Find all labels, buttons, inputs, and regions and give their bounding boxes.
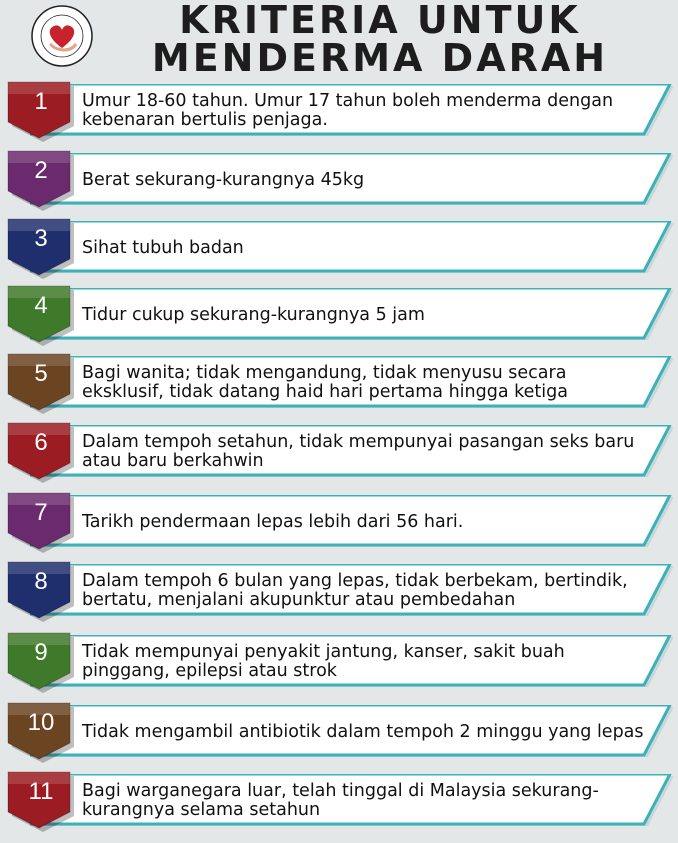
item-number: 1 <box>34 88 48 115</box>
number-badge <box>6 80 76 142</box>
list-item <box>0 84 678 138</box>
list-item <box>0 288 678 342</box>
item-text: Tarikh pendermaan lepas lebih dari 56 hari. <box>82 511 464 532</box>
item-number: 3 <box>34 225 48 252</box>
number-badge <box>6 421 76 483</box>
heart-hands-icon <box>30 4 94 68</box>
item-number: 9 <box>34 639 48 666</box>
item-number: 2 <box>34 157 48 184</box>
item-text: Bagi wanita; tidak mengandung, tidak menyusu secara eksklusif, tidak datang haid hari pertama hingga ketiga <box>82 363 568 402</box>
item-text: Umur 18-60 tahun. Umur 17 tahun boleh menderma dengan kebenaran bertulis penjaga. <box>82 91 614 130</box>
item-text: Tidak mengambil antibiotik dalam tempoh 2 minggu yang lepas <box>82 721 644 742</box>
list-item <box>0 356 678 410</box>
list-item <box>0 705 678 759</box>
item-number: 4 <box>34 292 48 319</box>
list-item <box>0 635 678 689</box>
list-item <box>0 774 678 828</box>
item-number: 8 <box>34 568 48 595</box>
number-badge <box>6 217 76 279</box>
page-title-line1: KRITERIA UNTUK <box>179 0 581 42</box>
item-number: 6 <box>34 429 48 456</box>
item-number: 7 <box>34 499 48 526</box>
list-item <box>0 495 678 549</box>
item-number: 11 <box>28 778 54 805</box>
item-text: Dalam tempoh 6 bulan yang lepas, tidak berbekam, bertindik, bertatu, menjalani akupunktur atau pembedahan <box>82 571 628 610</box>
list-item <box>0 153 678 207</box>
item-text: Bagi warganegara luar, telah tinggal di Malaysia sekurang-kurangnya selama setahun <box>82 781 599 820</box>
number-badge <box>6 284 76 346</box>
item-text: Sihat tubuh badan <box>82 237 244 258</box>
number-badge <box>6 701 76 763</box>
item-text: Tidur cukup sekurang-kurangnya 5 jam <box>82 304 425 325</box>
list-item <box>0 425 678 479</box>
item-text: Dalam tempoh setahun, tidak mempunyai pasangan seks baru atau baru berkahwin <box>82 432 635 471</box>
item-number: 5 <box>34 360 48 387</box>
number-badge <box>6 352 76 414</box>
number-badge <box>6 770 76 832</box>
number-badge <box>6 491 76 553</box>
logo <box>30 4 94 68</box>
item-text: Berat sekurang-kurangnya 45kg <box>82 169 365 190</box>
list-item <box>0 564 678 618</box>
item-number: 10 <box>27 709 55 736</box>
list-item <box>0 221 678 275</box>
page-title-line2: MENDERMA DARAH <box>151 36 609 80</box>
number-badge <box>6 631 76 693</box>
number-badge <box>6 149 76 211</box>
number-badge <box>6 560 76 622</box>
item-text: Tidak mempunyai penyakit jantung, kanser, sakit buah pinggang, epilepsi atau strok <box>82 642 565 681</box>
